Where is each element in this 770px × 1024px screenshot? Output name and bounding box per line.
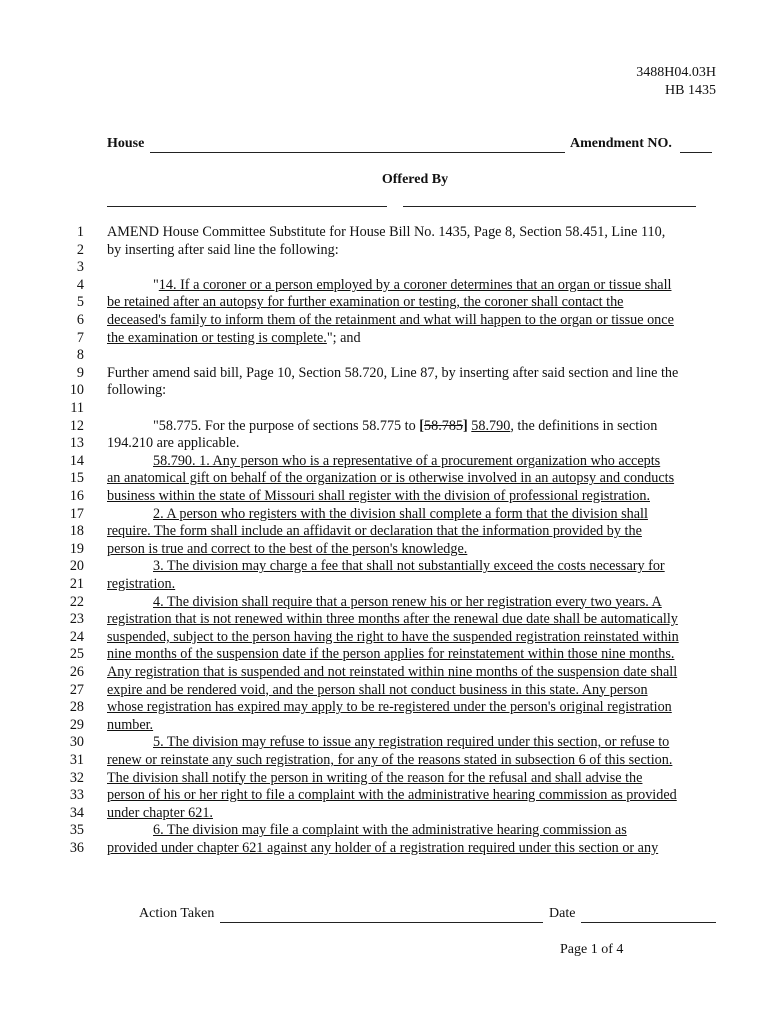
text-segment: AMEND House Committee Substitute for House Bill No. 1435, Page 8, Section 58.451, Line 110, [107, 224, 666, 240]
line-row [0, 594, 770, 612]
line-text [107, 664, 717, 682]
line-row [0, 453, 770, 471]
text-segment: 2. A person who registers with the division shall complete a form that the division shall [153, 505, 648, 522]
line-row [0, 400, 770, 418]
text-segment: require. The form shall include an affidavit or declaration that the information provided by the [107, 523, 642, 540]
action-taken-line [220, 922, 543, 923]
date-line [581, 922, 716, 923]
text-segment: 58.790 [471, 417, 511, 434]
text-segment: business within the state of Missouri shall register with the division of professional registration. [107, 488, 650, 504]
line-row [0, 382, 770, 400]
house-blank-line [150, 152, 565, 153]
text-segment: person is true and correct to the best of the person's knowledge. [107, 540, 468, 557]
date-label: Date [549, 906, 576, 921]
line-row [0, 242, 770, 260]
line-text [107, 558, 763, 576]
line-row [0, 664, 770, 682]
text-segment: ] [463, 417, 468, 434]
line-number: 18 [69, 523, 84, 540]
line-text [107, 805, 717, 823]
text-segment: deceased's family to inform them of the retainment and what will happen to the organ or tissue once [107, 312, 674, 328]
line-text [107, 699, 717, 717]
text-segment: 6. The division may file a complaint with the administrative hearing commission as [153, 822, 627, 839]
text-segment: The division shall notify the person in writing of the reason for the refusal and shall advise the [107, 769, 643, 786]
line-number: 4 [76, 276, 84, 293]
line-number: 25 [69, 646, 84, 663]
line-text [107, 646, 717, 664]
line-text [107, 242, 717, 260]
text-segment: "; and [326, 329, 361, 346]
text-segment: renew or reinstate any such registration, for any of the reasons stated in subsection 6 of this section. [107, 752, 673, 768]
bill-number: HB 1435 [665, 83, 716, 98]
offered-by-line-left [107, 206, 387, 207]
line-text [107, 734, 763, 752]
line-number: 19 [69, 540, 84, 557]
line-number: 31 [69, 752, 84, 768]
line-text [107, 418, 763, 436]
line-row [0, 523, 770, 541]
line-text [107, 523, 717, 541]
line-row [0, 224, 770, 242]
line-number: 7 [76, 329, 84, 346]
line-row [0, 312, 770, 330]
text-segment: following: [107, 382, 167, 399]
line-row [0, 717, 770, 735]
text-segment: be retained after an autopsy for further examination or testing, the coroner shall contact the [107, 294, 624, 311]
line-row [0, 752, 770, 770]
line-text [107, 629, 717, 647]
line-row [0, 805, 770, 823]
line-number: 17 [69, 505, 84, 522]
line-text [107, 822, 763, 840]
line-text [107, 453, 763, 471]
text-segment: registration. [107, 576, 176, 592]
amendment-label: Amendment NO. [570, 136, 672, 151]
offered-by-label: Offered By [381, 172, 449, 187]
line-row [0, 699, 770, 717]
line-number: 6 [76, 312, 84, 328]
line-row [0, 787, 770, 805]
text-segment: " [153, 276, 159, 293]
line-row [0, 770, 770, 788]
text-segment: 58.785 [424, 417, 464, 434]
line-number: 21 [69, 576, 84, 592]
line-row [0, 506, 770, 524]
line-text [107, 330, 717, 348]
line-row [0, 488, 770, 506]
line-row [0, 822, 770, 840]
line-number: 29 [69, 716, 84, 733]
line-number: 35 [69, 822, 84, 839]
page-number: Page 1 of 4 [560, 942, 624, 957]
line-row [0, 541, 770, 559]
line-row [0, 435, 770, 453]
line-number: 16 [69, 488, 84, 504]
line-number: 23 [69, 611, 84, 628]
line-text [107, 365, 717, 383]
line-text [107, 787, 717, 805]
text-segment: 194.210 are applicable. [107, 435, 240, 452]
text-segment: the examination or testing is complete. [107, 329, 327, 346]
line-number: 20 [69, 558, 84, 575]
line-row [0, 330, 770, 348]
line-number: 24 [69, 628, 84, 645]
line-number: 3 [76, 259, 84, 276]
text-segment: nine months of the suspension date if the person applies for reinstatement within those nine months. [107, 646, 675, 663]
line-text [107, 840, 717, 858]
line-number: 30 [69, 734, 84, 751]
line-number: 11 [70, 400, 84, 416]
line-row [0, 840, 770, 858]
line-text [107, 277, 763, 295]
text-segment: Any registration that is suspended and not reinstated within nine months of the suspension date shall [107, 664, 678, 680]
line-row [0, 646, 770, 664]
line-number: 2 [76, 241, 84, 258]
line-number: 12 [69, 417, 84, 434]
line-row [0, 629, 770, 647]
line-text [107, 488, 717, 506]
line-number: 33 [69, 787, 84, 804]
action-taken-label: Action Taken [139, 906, 215, 921]
line-row [0, 576, 770, 594]
line-number: 14 [69, 452, 84, 469]
line-text [107, 682, 717, 700]
line-text [107, 541, 717, 559]
line-row [0, 294, 770, 312]
line-row [0, 734, 770, 752]
text-segment: expire and be rendered void, and the person shall not conduct business in this state. Any person [107, 681, 648, 698]
text-segment: 14. If a coroner or a person employed by a coroner determines that an organ or tissue shall [158, 276, 672, 293]
line-text [107, 294, 717, 312]
line-text [107, 382, 717, 400]
line-row [0, 470, 770, 488]
line-row [0, 418, 770, 436]
line-number: 10 [69, 382, 84, 399]
text-segment: 5. The division may refuse to issue any registration required under this section, or refuse to [153, 734, 670, 751]
line-number: 34 [69, 804, 84, 821]
text-segment: person of his or her right to file a complaint with the administrative hearing commission as provided [107, 787, 677, 804]
line-number: 28 [69, 699, 84, 716]
line-number: 32 [69, 769, 84, 786]
line-row [0, 558, 770, 576]
text-segment: Further amend said bill, Page 10, Section 58.720, Line 87, by inserting after said section and line the [107, 364, 679, 381]
line-row [0, 277, 770, 295]
text-segment: , the definitions in section [510, 417, 658, 434]
line-text [107, 224, 717, 242]
house-label: House [107, 136, 145, 151]
line-number: 26 [69, 664, 84, 680]
line-row [0, 259, 770, 277]
bill-code: 3488H04.03H [636, 65, 716, 80]
line-text [107, 594, 763, 612]
text-segment: suspended, subject to the person having the right to have the suspended registration reinstated within [107, 628, 679, 645]
text-segment: by inserting after said line the following: [107, 241, 339, 258]
line-number: 22 [69, 593, 84, 610]
line-text [107, 312, 717, 330]
line-text [107, 470, 717, 488]
line-text [107, 611, 717, 629]
text-segment: 58.790. 1. Any person who is a representative of a procurement organization who accepts [153, 452, 661, 469]
text-segment: number. [107, 716, 154, 733]
text-segment: registration that is not renewed within three months after the renewal due date shall be automatically [107, 611, 678, 628]
line-text [107, 717, 717, 735]
offered-by-line-right [403, 206, 696, 207]
line-number: 1 [76, 224, 84, 240]
line-number: 5 [76, 294, 84, 311]
text-segment: "58.775. For the purpose of sections 58.775 to [153, 417, 420, 434]
line-number: 8 [76, 347, 84, 364]
text-segment: 4. The division shall require that a person renew his or her registration every two years. A [153, 593, 662, 610]
line-row [0, 347, 770, 365]
line-text [107, 576, 717, 594]
line-row [0, 682, 770, 700]
line-number: 36 [69, 840, 84, 856]
line-text [107, 770, 717, 788]
text-segment: [ [419, 417, 424, 434]
line-text [107, 506, 763, 524]
line-number: 13 [69, 435, 84, 452]
line-text [107, 435, 717, 453]
line-row [0, 611, 770, 629]
text-segment: whose registration has expired may apply to be re-registered under the person's original registration [107, 699, 672, 716]
text-segment: under chapter 621. [107, 804, 213, 821]
line-number: 15 [69, 470, 84, 487]
line-number: 9 [76, 364, 84, 381]
line-text [107, 752, 717, 770]
line-row [0, 365, 770, 383]
amendment-number-blank [680, 152, 712, 153]
text-segment: 3. The division may charge a fee that shall not substantially exceed the costs necessary for [153, 558, 665, 575]
line-number: 27 [69, 681, 84, 698]
text-segment: an anatomical gift on behalf of the organization or is otherwise involved in an autopsy and conducts [107, 470, 675, 487]
text-segment: provided under chapter 621 against any holder of a registration required under this section or any [107, 840, 659, 856]
